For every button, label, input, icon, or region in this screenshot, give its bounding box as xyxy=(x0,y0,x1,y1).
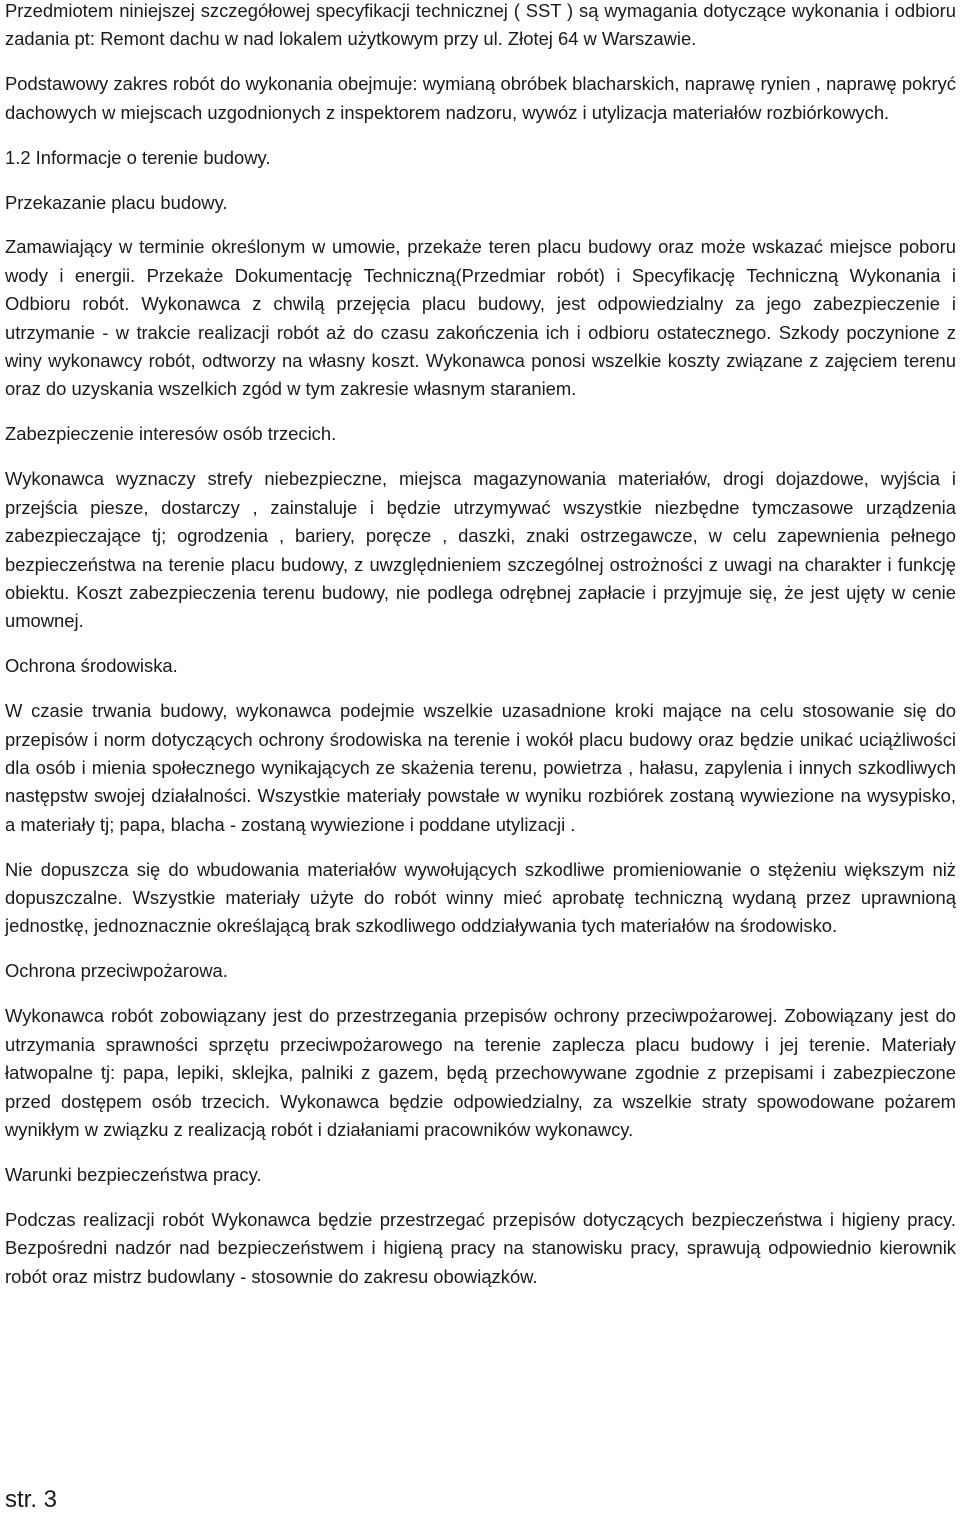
paragraph-third-parties: Wykonawca wyznaczy strefy niebezpieczne, miejsca magazynowania materiałów, drogi dojazdowe, wyjścia i przejścia piesze, dostarczy , zainstaluje i będzie utrzymywać wszystkie niezbędne tymczasowe urządzenia zabezpieczające tj; ogrodzenia , bariery, poręcze , daszki, znaki ostrzegawcze, w celu zapewnienia pełnego bezpieczeństwa na terenie placu budowy, z uwzględnieniem szczególnej ostrożności z uwagi na charakter i funkcję obiektu. Koszt zabezpieczenia terenu budowy, nie podlega odrębnej zapłacie i przyjmuje się, że jest ujęty w cenie umownej. xyxy=(5,468,956,632)
section-heading-third-parties: Zabezpieczenie interesów osób trzecich. xyxy=(5,423,337,445)
paragraph-materials: Nie dopuszcza się do wbudowania materiałów wywołujących szkodliwe promieniowanie o stężeniu większym niż dopuszczalne. Wszystkie materiały użyte do robót winny mieć aprobatę techniczną wydaną przez uprawnioną jednostkę, jednoznacznie określającą brak szkodliwego oddziaływania tych materiałów na środowisko. xyxy=(5,858,956,937)
section-heading-work-safety: Warunki bezpieczeństwa pracy. xyxy=(5,1163,262,1185)
paragraph-environment: W czasie trwania budowy, wykonawca podejmie wszelkie uzasadnione kroki mające na celu stosowanie się do przepisów i norm dotyczących ochrony środowiska na terenie i wokół placu budowy oraz będzie unikać uciążliwości dla osób i mienia społecznego wynikających ze skażenia terenu, powietrza , hałasu, zapylenia i innych szkodliwych następstw swojej działalności. Wszystkie materiały powstałe w wyniku rozbiórek zostaną wywiezione na wysypisko, a materiały tj; papa, blacha - zostaną wywiezione i poddane utylizacji . xyxy=(5,700,956,835)
paragraph-work-safety: Podczas realizacji robót Wykonawca będzie przestrzegać przepisów dotyczących bezpieczeństwa i higieny pracy. Bezpośredni nadzór nad bezpieczeństwem i higieną pracy na stanowisku pracy, sprawują odpowiednio kierownik robót oraz mistrz budowlany - stosownie do zakresu obowiązków. xyxy=(5,1208,956,1287)
section-heading-environment: Ochrona środowiska. xyxy=(5,655,178,677)
section-heading-fire-protection: Ochrona przeciwpożarowa. xyxy=(5,960,228,982)
paragraph-intro: Przedmiotem niniejszej szczegółowej specyfikacji technicznej ( SST ) są wymagania dotyczące wykonania i odbioru zadania pt: Remont dachu w nad lokalem użytkowym przy ul. Złotej 64 w Warszawie. xyxy=(5,0,956,50)
paragraph-scope: Podstawowy zakres robót do wykonania obejmuje: wymianą obróbek blacharskich, naprawę rynien , naprawę pokryć dachowych w miejscach uzgodnionych z inspektorem nadzoru, wywóz i utylizacja materiałów rozbiórkowych. xyxy=(5,73,956,123)
page-number: str. 3 xyxy=(5,1486,58,1513)
document-page xyxy=(5,0,956,1307)
section-heading-site-handover: Przekazanie placu budowy. xyxy=(5,191,228,213)
paragraph-fire-protection: Wykonawca robót zobowiązany jest do przestrzegania przepisów ochrony przeciwpożarowej. Zobowiązany jest do utrzymania sprawności sprzętu przeciwpożarowego na terenie zaplecza placu budowy i jej terenie. Materiały łatwopalne tj: papa, lepiki, sklejka, palniki z gazem, będą przechowywane zgodnie z przepisami i zabezpieczone przed dostępem osób trzecich. Wykonawca będzie odpowiedzialny, za wszelkie straty spowodowane pożarem wynikłym w związku z realizacją robót i działaniami pracowników wykonawcy. xyxy=(5,1005,956,1140)
paragraph-site-handover: Zamawiający w terminie określonym w umowie, przekaże teren placu budowy oraz może wskazać miejsce poboru wody i energii. Przekaże Dokumentację Techniczną(Przedmiar robót) i Specyfikację Techniczną Wykonania i Odbioru robót. Wykonawca z chwilą przejęcia placu budowy, jest odpowiedzialny za jego zabezpieczenie i utrzymanie - w trakcie realizacji robót aż do czasu zakończenia ich i odbioru ostatecznego. Szkody poczynione z winy wykonawcy robót, odtworzy na własny koszt. Wykonawca ponosi wszelkie koszty związane z zajęciem terenu oraz do uzyskania wszelkich zgód w tym zakresie własnym staraniem. xyxy=(5,236,956,400)
section-heading-site-info: 1.2 Informacje o terenie budowy. xyxy=(5,146,271,168)
